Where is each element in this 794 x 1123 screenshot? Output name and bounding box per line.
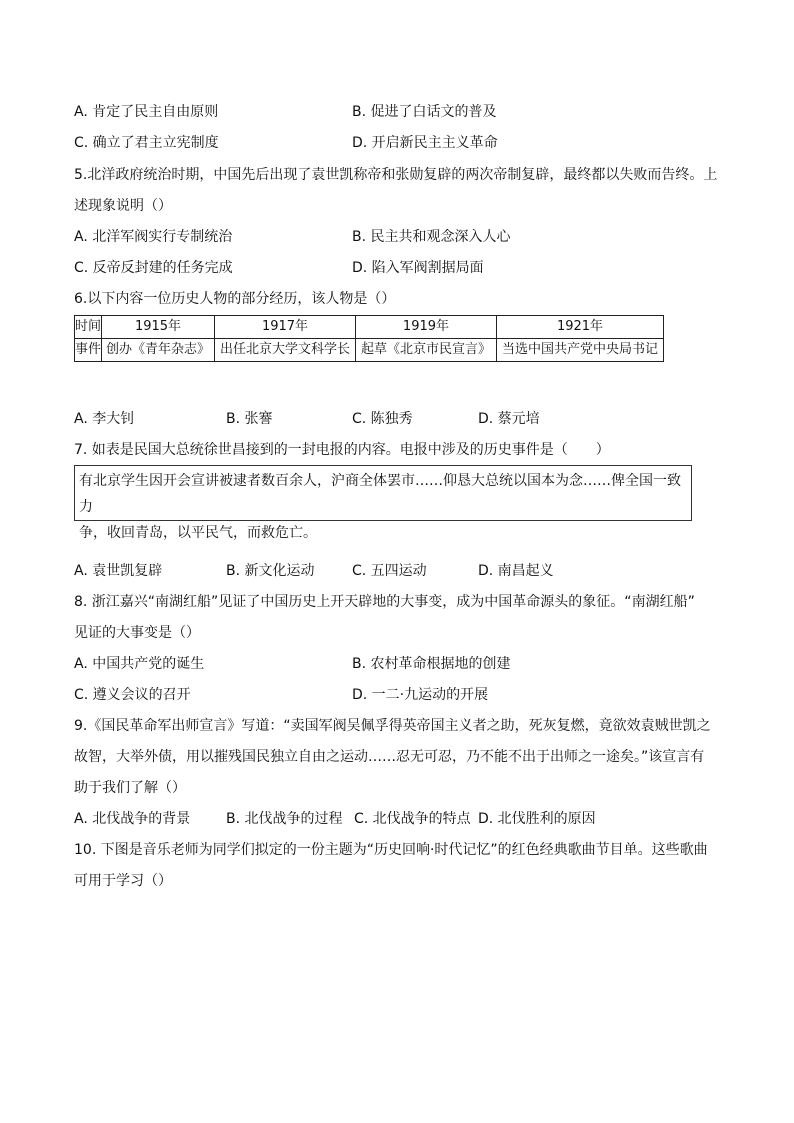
table-cell: 1917年: [215, 316, 356, 339]
q6-option-c[interactable]: C. 陈独秀: [352, 411, 413, 427]
table-row: [75, 316, 664, 339]
table-cell: 1919年: [355, 316, 496, 339]
q7-stem: 7. 如表是民国大总统徐世昌接到的一封电报的内容。电报中涉及的历史事件是（ ）: [74, 442, 610, 458]
table-cell: 创办《青年杂志》: [102, 339, 215, 362]
table-cell: 1915年: [102, 316, 215, 339]
q8-option-c[interactable]: C. 遵义会议的召开: [74, 687, 191, 703]
table-row: [75, 339, 664, 362]
q5-option-b[interactable]: B. 民主共和观念深入人心: [352, 229, 511, 245]
telegram-text-line1: 有北京学生因开会宣讲被逮者数百余人，沪商全体罢市……仰恳大总统以国本为念……俾全国一致力: [79, 473, 681, 515]
q7-option-a[interactable]: A. 袁世凯复辟: [74, 563, 163, 579]
q6-stem: 6.以下内容一位历史人物的部分经历，该人物是（）: [74, 291, 396, 307]
q9-stem-line2: 故智，大举外债，用以摧残国民独立自由之运动……忍无可忍，乃不能不出于出师之一途矣。”该宣言有: [74, 749, 705, 765]
q4-option-c[interactable]: C. 确立了君主立宪制度: [74, 135, 219, 151]
q6-option-b[interactable]: B. 张謇: [226, 411, 273, 427]
q6-option-d[interactable]: D. 蔡元培: [478, 411, 540, 427]
table-cell: 1921年: [496, 316, 663, 339]
q5-option-d[interactable]: D. 陷入军阀割据局面: [352, 260, 484, 276]
q9-stem-line3: 助于我们了解（）: [74, 780, 186, 796]
q5-option-c[interactable]: C. 反帝反封建的任务完成: [74, 260, 233, 276]
table-cell: 出任北京大学文科学长: [215, 339, 356, 362]
q6-timeline-table: [74, 315, 664, 362]
q6-option-a[interactable]: A. 李大钊: [74, 411, 135, 427]
q8-option-d[interactable]: D. 一二·九运动的开展: [352, 687, 489, 703]
table-cell: 时间: [75, 316, 102, 339]
q5-stem-line1: 5.北洋政府统治时期，中国先后出现了袁世凯称帝和张勋复辟的两次帝制复辟，最终都以失败而告终。上: [74, 167, 718, 183]
q4-option-b[interactable]: B. 促进了白话文的普及: [352, 104, 497, 120]
q5-option-a[interactable]: A. 北洋军阀实行专制统治: [74, 229, 233, 245]
q9-option-c[interactable]: C. 北伐战争的特点: [354, 811, 471, 827]
q8-stem-line1: 8. 浙江嘉兴“南湖红船”见证了中国历史上开天辟地的大事变，成为中国革命源头的象征。“南湖红船”: [74, 594, 695, 610]
q10-stem-line1: 10. 下图是音乐老师为同学们拟定的一份主题为“历史回响·时代记忆”的红色经典歌曲节目单。这些歌曲: [74, 842, 708, 858]
q9-option-a[interactable]: A. 北伐战争的背景: [74, 811, 191, 827]
q8-option-b[interactable]: B. 农村革命根据地的创建: [352, 656, 511, 672]
q10-stem-line2: 可用于学习（）: [74, 873, 172, 889]
q7-option-c[interactable]: C. 五四运动: [352, 563, 427, 579]
q7-option-d[interactable]: D. 南昌起义: [478, 563, 554, 579]
q9-option-b[interactable]: B. 北伐战争的过程: [226, 811, 343, 827]
q4-option-a[interactable]: A. 肯定了民主自由原则: [74, 104, 219, 120]
q8-stem-line2: 见证的大事变是（）: [74, 625, 200, 641]
telegram-text-line2: 争，收回青岛，以平民气，而救危亡。: [79, 525, 317, 541]
table-cell: 当选中国共产党中央局书记: [496, 339, 663, 362]
q8-option-a[interactable]: A. 中国共产党的诞生: [74, 656, 205, 672]
q9-option-d[interactable]: D. 北伐胜利的原因: [478, 811, 596, 827]
table-cell: 事件: [75, 339, 102, 362]
table-cell: 起草《北京市民宣言》: [355, 339, 496, 362]
q9-stem-line1: 9.《国民革命军出师宣言》写道：“卖国军阀吴佩孚得英帝国主义者之助，死灰复燃，竟欲效袁贼世凯之: [74, 718, 711, 734]
q7-telegram-box: [74, 465, 692, 541]
q5-stem-line2: 述现象说明（）: [74, 198, 172, 214]
q7-option-b[interactable]: B. 新文化运动: [226, 563, 315, 579]
q4-option-d[interactable]: D. 开启新民主主义革命: [352, 135, 498, 151]
